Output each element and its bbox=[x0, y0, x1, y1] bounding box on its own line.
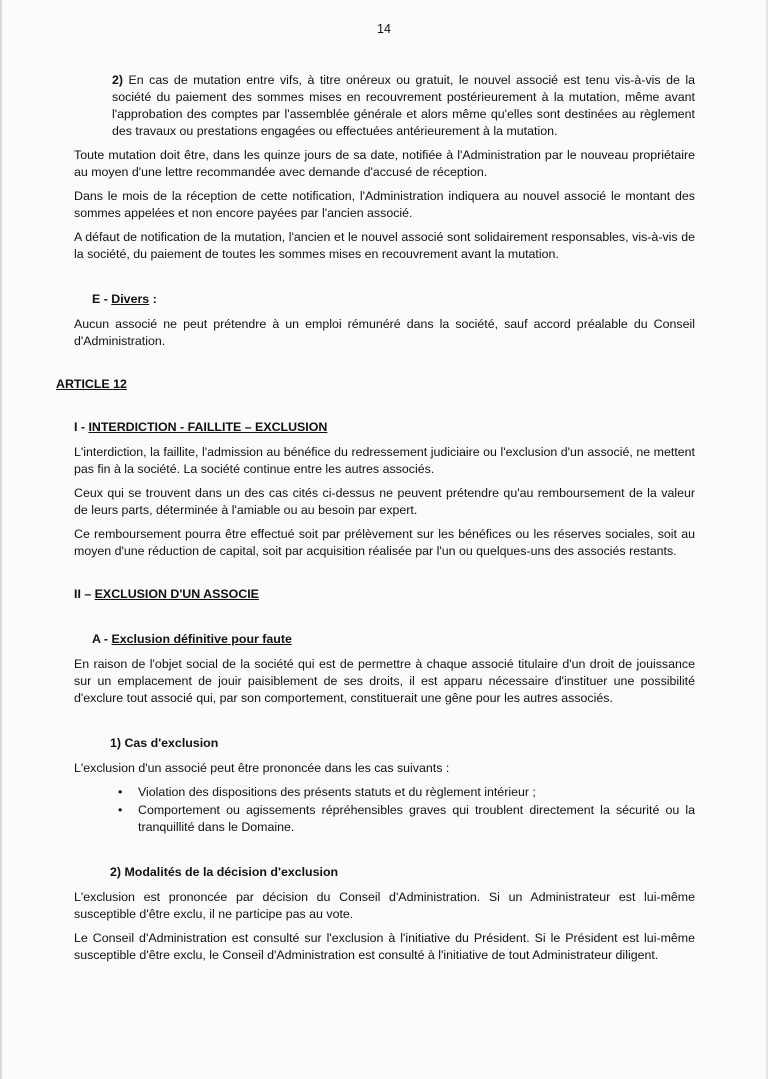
list-item: • Comportement ou agissements répréhensibles graves qui troublent directement la sécurité ou la tranquillité dans le Domaine. bbox=[118, 803, 695, 834]
paragraph-mutation bbox=[74, 72, 695, 140]
page-edge-left bbox=[0, 0, 2, 1079]
paragraph-interdiction: L'interdiction, la faillite, l'admission au bénéfice du redressement judiciaire ou l'exclusion d'un associé, ne mettent pas fin à la société. La société continue entre les autres associés. bbox=[74, 445, 695, 476]
section-heading-divers: E - Divers : bbox=[92, 292, 157, 306]
paragraph-defaut: A défaut de notification de la mutation, l'ancien et le nouvel associé sont solidairement responsables, vis-à-vis de la société, du paiement de toutes les sommes mises en recouvrement avant la mutation. bbox=[74, 230, 695, 261]
paragraph-notification: Toute mutation doit être, dans les quinze jours de sa date, notifiée à l'Administration par le nouveau propriétaire au moyen d'une lettre recommandée avec demande d'accusé de réception. bbox=[74, 148, 695, 179]
document-body bbox=[56, 72, 695, 971]
article-heading: ARTICLE 12 bbox=[56, 377, 127, 391]
subsection-heading-exclusion-definitive: A - Exclusion définitive pour faute bbox=[92, 632, 292, 646]
paragraph-text: En cas de mutation entre vifs, à titre onéreux ou gratuit, le nouvel associé est tenu vis-à-vis de la société du paiement des sommes mises en recouvrement postérieurement à la mutation, même avant l'approbation des comptes par l'assemblée générale et alors même qu'elles sont destinées au règlement des travaux ou prestations engagées ou effectuées antérieurement à la mutation. bbox=[112, 73, 695, 138]
subsection-heading-modalites: 2) Modalités de la décision d'exclusion bbox=[110, 865, 339, 879]
paragraph-reception: Dans le mois de la réception de cette notification, l'Administration indiquera au nouvel associé le montant des sommes appelées et non encore payées par l'ancien associé. bbox=[74, 189, 695, 220]
subsection-heading-cas: 1) Cas d'exclusion bbox=[110, 736, 219, 750]
paragraph-remboursement: Ceux qui se trouvent dans un des cas cités ci-dessus ne peuvent prétendre qu'au remboursement de la valeur de leurs parts, déterminée à l'amiable ou au besoin par expert. bbox=[74, 486, 695, 517]
section-heading-interdiction: I - INTERDICTION - FAILLITE – EXCLUSION bbox=[74, 420, 328, 434]
paragraph-number: 2) bbox=[112, 73, 124, 87]
paragraph-prelevement: Ce remboursement pourra être effectué soit par prélèvement sur les bénéfices ou les réserves sociales, soit au moyen d'une réduction de capital, soit par acquisition réalisée par l'un ou quelques-uns des associés restants. bbox=[74, 527, 695, 558]
bullet-icon: • bbox=[118, 803, 123, 817]
bullet-icon: • bbox=[118, 785, 123, 799]
section-heading-exclusion: II – EXCLUSION D'UN ASSOCIE bbox=[74, 587, 259, 601]
paragraph-emploi: Aucun associé ne peut prétendre à un emploi rémunéré dans la société, sauf accord préalable du Conseil d'Administration. bbox=[74, 317, 695, 348]
paragraph-objet-social: En raison de l'objet social de la société qui est de permettre à chaque associé titulaire d'un droit de jouissance sur un emplacement de jouir paisiblement de ses droits, il est apparu nécessaire d'instituer une possibilité d'exclure tout associé qui, par son comportement, constituerait une gêne pour les autres associés. bbox=[74, 657, 695, 705]
exclusion-cases-list bbox=[74, 784, 695, 836]
list-item: • Violation des dispositions des présents statuts et du règlement intérieur ; bbox=[118, 785, 536, 799]
page-number: 14 bbox=[377, 22, 391, 36]
paragraph-decision: L'exclusion est prononcée par décision du Conseil d'Administration. Si un Administrateur est lui-même susceptible d'être exclu, il ne participe pas au vote. bbox=[74, 890, 695, 921]
paragraph-cas-intro: L'exclusion d'un associé peut être prononcée dans les cas suivants : bbox=[74, 761, 450, 775]
paragraph-consultation: Le Conseil d'Administration est consulté sur l'exclusion à l'initiative du Président. Si le Président est lui-même susceptible d'être exclu, le Conseil d'Administration est consulté à l'initiative de tout Administrateur diligent. bbox=[74, 931, 695, 962]
